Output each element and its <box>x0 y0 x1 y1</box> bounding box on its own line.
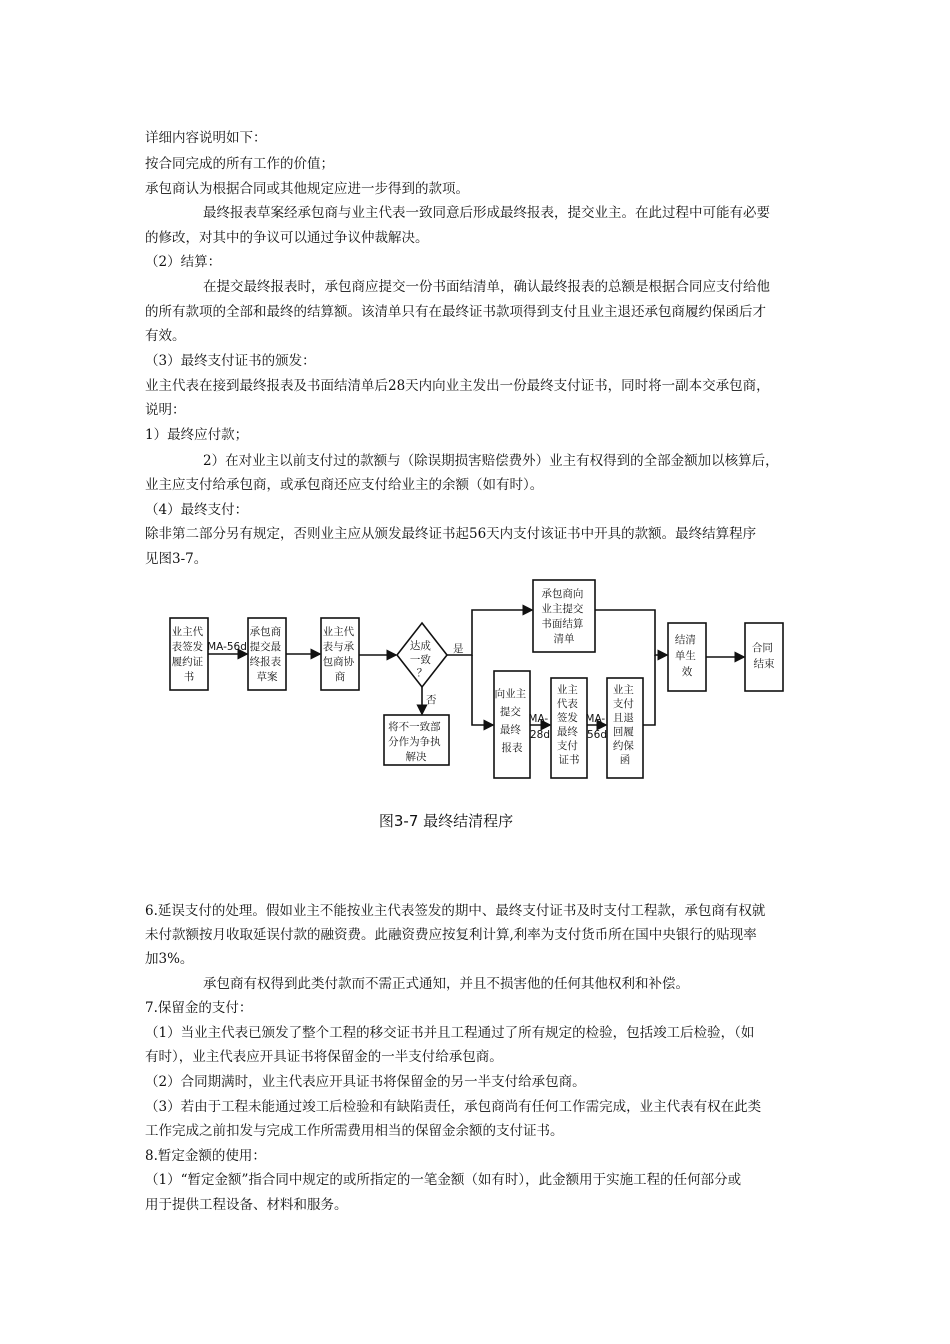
box9-text: 单生 <box>674 650 696 662</box>
box8-text: 且退 <box>612 712 634 724</box>
text-line: 最终报表草案经承包商与业主代表一致同意后形成最终报表，提交业主。在此过程中可能有必要 <box>203 205 770 221</box>
text-line: （3）若由于工程未能通过竣工后检验和有缺陷责任，承包商尚有任何工作需完成，业主代表有权在此类 <box>145 1099 762 1115</box>
box1-text: 表签发 <box>171 641 204 653</box>
box-contract-end <box>745 623 783 691</box>
box4-text: 解决 <box>405 751 427 763</box>
text-line: 有效。 <box>145 328 186 344</box>
text-line: 承包商认为根据合同或其他规定应进一步得到的款项。 <box>145 181 469 197</box>
text-line: 的所有款项的全部和最终的结算额。该清单只有在最终证书款项得到支付且业主退还承包商履约保函后才 <box>145 304 766 320</box>
arrow1-label: MA-56d <box>207 641 247 653</box>
svg-text:业主代 表与承 包商协 商 <box>323 625 358 683</box>
text-line: 未付款额按月收取延误付款的融资费。此融资费应按复利计算,利率为支付货币所在国中央银行的贴现率 <box>145 927 757 943</box>
box3-text: 业主代 <box>322 626 355 638</box>
text-line: 业主代表在接到最终报表及书面结清单后28天内向业主发出一份最终支付证书，同时将一副本交承包商， <box>145 378 770 394</box>
svg-text:结清 单生 效 <box>675 633 699 678</box>
box10-text: 合同 <box>751 642 773 654</box>
box2-text: 终报表 <box>249 656 282 668</box>
text-line: （2）结算： <box>145 254 222 270</box>
text-line: 6.延误支付的处理。假如业主不能按业主代表签发的期中、最终支付证书及时支付工程款，承包商有权就 <box>145 903 766 919</box>
text-line: 加3%。 <box>145 951 194 967</box>
text-line: （4）最终支付： <box>145 502 249 518</box>
svg-text:MA- 56d <box>585 713 608 741</box>
box3-text: 商 <box>334 671 346 683</box>
arrow3-label: 56d <box>586 729 608 741</box>
box6-text: 最终 <box>499 724 521 736</box>
text-line: （1）“暂定金额”指合同中规定的或所指定的一笔金额（如有时），此金额用于实施工程的任何部分或 <box>145 1172 742 1188</box>
arrow2-label: MA- <box>528 713 549 725</box>
box7-text: 最终 <box>556 726 578 738</box>
yes-label: 是 <box>453 643 464 655</box>
box8-text: 函 <box>619 754 631 766</box>
no-label: 否 <box>426 694 437 706</box>
box4-text: 分作为争执 <box>388 736 441 748</box>
text-line: 见图3-7。 <box>145 551 208 567</box>
box7-text: 支付 <box>556 740 578 752</box>
svg-text:承包商向 业主提交 书面结算 清单 <box>541 587 586 645</box>
text-line: （1）当业主代表已颁发了整个工程的移交证书并且工程通过了所有规定的检验，包括竣工后检验，（如 <box>145 1025 755 1041</box>
arrow2-label: 28d <box>529 729 551 741</box>
text-line: 8.暂定金额的使用： <box>145 1148 266 1164</box>
text-line: 除非第二部分另有规定，否则业主应从颁发最终证书起56天内支付该证书中开具的款额。最终结算程序 <box>145 526 757 542</box>
box8-text: 业主 <box>612 684 634 696</box>
box1-text: 业主代 <box>171 626 204 638</box>
decision-text: ？ <box>416 667 428 679</box>
text-line: 说明： <box>145 402 186 418</box>
box6-text: 向业主 <box>494 688 527 700</box>
box10-text: 结束 <box>753 658 775 670</box>
figure-caption: 图3-7 最终结清程序 <box>378 812 514 830</box>
box7-text: 证书 <box>558 754 580 766</box>
box3-text: 表与承 <box>322 641 355 653</box>
text-line: 在提交最终报表时，承包商应提交一份书面结清单，确认最终报表的总额是根据合同应支付给他 <box>203 279 770 295</box>
text-line: 7.保留金的支付： <box>145 1000 253 1016</box>
svg-text:业主代 表签发 履约证 书 <box>172 625 207 683</box>
text-line: 有时），业主代表应开具证书将保留金的一半支付给承包商。 <box>145 1049 503 1065</box>
box5-text: 清单 <box>553 633 575 645</box>
text-line: 按合同完成的所有工作的价值； <box>145 156 334 172</box>
svg-text:达成 一致 ？ <box>410 639 434 679</box>
box6-text: 提交 <box>499 706 521 718</box>
decision-text: 一致 <box>409 654 431 666</box>
text-line: 1）最终应付款； <box>145 427 249 443</box>
svg-text:业主 支付 且退 回履 约保 <box>613 683 637 766</box>
box7-text: 代表 <box>556 698 578 710</box>
box7-text: 签发 <box>556 712 578 724</box>
box5-text: 书面结算 <box>541 618 584 630</box>
box6-text: 报表 <box>501 742 523 754</box>
box4-text: 将不一致部 <box>388 721 441 733</box>
svg-text:业主 代表 签发 最终 支付 <box>557 683 581 766</box>
svg-text:将不一致部 分作为争执 解决 <box>388 720 444 763</box>
text-line: 工作完成之前扣发与完成工作所需费用相当的保留金余额的支付证书。 <box>145 1123 564 1139</box>
box5-text: 业主提交 <box>541 603 584 615</box>
box5-text: 承包商向 <box>541 588 584 600</box>
box3-text: 包商协 <box>322 656 355 668</box>
arrow3-label: MA- <box>585 713 606 725</box>
text-line: 用于提供工程设备、材料和服务。 <box>145 1197 348 1213</box>
text-line: 业主应支付给承包商，或承包商还应支付给业主的余额（如有时）。 <box>145 477 544 493</box>
final-settlement-flowchart <box>165 575 795 840</box>
svg-text:承包商 提交最 终报表 草案 <box>250 625 285 683</box>
box9-text: 效 <box>681 666 693 678</box>
svg-text:向业主 提交 最终 报表 <box>495 687 530 754</box>
box8-text: 回履 <box>612 726 634 738</box>
text-line: （3）最终支付证书的颁发： <box>145 353 316 369</box>
box8-text: 约保 <box>612 740 634 752</box>
text-line: 承包商有权得到此类付款而不需正式通知，并且不损害他的任何其他权利和补偿。 <box>203 976 689 992</box>
box8-text: 支付 <box>612 698 634 710</box>
text-line: （2）合同期满时，业主代表应开具证书将保留金的另一半支付给承包商。 <box>145 1074 586 1090</box>
box7-text: 业主 <box>556 684 578 696</box>
text-line: 2）在对业主以前支付过的款额与（除误期损害赔偿费外）业主有权得到的全部金额加以核算后， <box>203 453 779 469</box>
decision-text: 达成 <box>409 640 431 652</box>
text-line: 详细内容说明如下： <box>145 130 267 146</box>
svg-text:MA- 28d <box>528 713 551 741</box>
box1-text: 书 <box>183 671 195 683</box>
text-line: 的修改，对其中的争议可以通过争议仲裁解决。 <box>145 230 429 246</box>
box2-text: 草案 <box>256 671 278 683</box>
box2-text: 提交最 <box>249 641 282 653</box>
box9-text: 结清 <box>674 634 696 646</box>
svg-text:合同 结束 <box>752 641 776 670</box>
box2-text: 承包商 <box>249 626 282 638</box>
box1-text: 履约证 <box>171 656 204 668</box>
